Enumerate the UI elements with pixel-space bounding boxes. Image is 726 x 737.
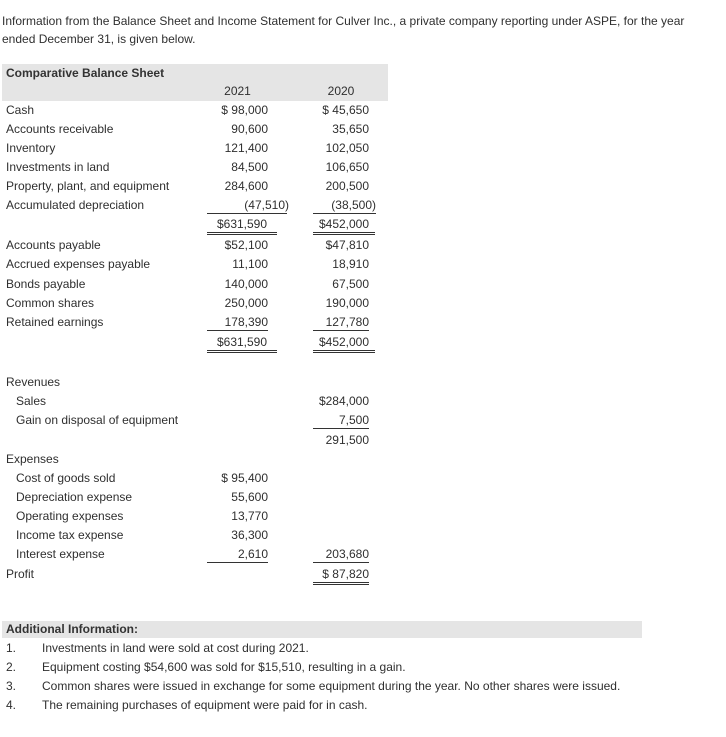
liability-2020: $47,810 (325, 238, 369, 252)
liability-label: Accrued expenses payable (6, 257, 151, 271)
year-2021-header: 2021 (224, 84, 251, 98)
additional-info-title: Additional Information: (6, 622, 138, 636)
asset-2021: 284,600 (224, 179, 268, 193)
list-item-number: 3. (6, 679, 17, 693)
liability-2021: 11,100 (232, 257, 268, 271)
asset-2020: (38,500) (313, 198, 376, 214)
asset-2021: 90,600 (231, 122, 268, 136)
list-item-number: 2. (6, 660, 17, 674)
liability-2020: 127,780 (313, 315, 369, 331)
liability-label: Accounts payable (6, 238, 101, 252)
total-revenues: 291,500 (325, 433, 369, 447)
expense-value: 13,770 (231, 509, 268, 523)
asset-2020: 200,500 (325, 179, 369, 193)
liability-2020: 67,500 (332, 277, 369, 291)
list-item-text: Common shares were issued in exchange for some equipment during the year. No other shares were issued. (42, 679, 621, 693)
asset-2020: 102,050 (325, 141, 369, 155)
liability-2020: 190,000 (325, 296, 369, 310)
asset-2021: (47,510) (207, 198, 287, 214)
balance-sheet-title: Comparative Balance Sheet (6, 66, 165, 80)
expense-value: 36,300 (231, 528, 268, 542)
asset-2020: 35,650 (332, 122, 369, 136)
year-2020-header: 2020 (327, 84, 355, 98)
total-assets-2020: $452,000 (313, 217, 375, 235)
asset-2020: 106,650 (325, 160, 369, 174)
asset-label: Inventory (6, 141, 56, 155)
asset-label: Accounts receivable (6, 122, 114, 136)
asset-label: Property, plant, and equipment (6, 179, 170, 193)
expense-value: $ 95,400 (221, 471, 268, 485)
asset-2021: 121,400 (224, 141, 268, 155)
asset-2021: $ 98,000 (221, 103, 268, 117)
revenue-value: 7,500 (313, 413, 369, 429)
asset-2020: $ 45,650 (322, 103, 369, 117)
asset-label: Investments in land (6, 160, 110, 174)
list-item-text: Equipment costing $54,600 was sold for $15,510, resulting in a gain. (42, 660, 406, 674)
asset-label: Accumulated depreciation (6, 198, 145, 212)
liability-2021: 140,000 (224, 277, 268, 291)
expense-label: Cost of goods sold (16, 471, 116, 485)
revenue-label: Gain on disposal of equipment (16, 413, 179, 427)
liability-label: Retained earnings (6, 315, 104, 329)
liability-2020: 18,910 (332, 257, 369, 271)
expense-label: Interest expense (16, 547, 105, 561)
revenues-heading: Revenues (6, 375, 61, 389)
revenue-label: Sales (16, 394, 47, 408)
list-item-text: The remaining purchases of equipment were paid for in cash. (42, 698, 368, 712)
list-item-text: Investments in land were sold at cost during 2021. (42, 641, 309, 655)
expense-value: 2,610 (207, 547, 268, 563)
expense-value: 55,600 (231, 490, 268, 504)
list-item-number: 4. (6, 698, 17, 712)
liability-2021: 178,390 (207, 315, 268, 331)
expense-label: Operating expenses (16, 509, 124, 523)
expense-label: Income tax expense (16, 528, 124, 542)
profit-label: Profit (6, 567, 35, 581)
list-item-number: 1. (6, 641, 17, 655)
liability-2021: $52,100 (224, 238, 268, 252)
liability-label: Common shares (6, 296, 95, 310)
asset-label: Cash (6, 103, 35, 117)
expenses-heading: Expenses (6, 452, 59, 466)
total-assets-2021: $631,590 (207, 217, 277, 235)
total-expenses: 203,680 (313, 547, 369, 563)
total-liabilities-2020: $452,000 (313, 335, 375, 353)
revenue-value: $284,000 (318, 394, 369, 408)
liability-label: Bonds payable (6, 277, 86, 291)
liability-2021: 250,000 (224, 296, 268, 310)
profit-value: $ 87,820 (313, 567, 369, 585)
intro-text: Information from the Balance Sheet and Income Statement for Culver Inc., a private company reporting under ASPE, for the year ended December 31, is given below. (2, 14, 685, 46)
expense-label: Depreciation expense (16, 490, 133, 504)
additional-info-header (2, 621, 642, 638)
asset-2021: 84,500 (231, 160, 268, 174)
total-liabilities-2021: $631,590 (207, 335, 277, 353)
